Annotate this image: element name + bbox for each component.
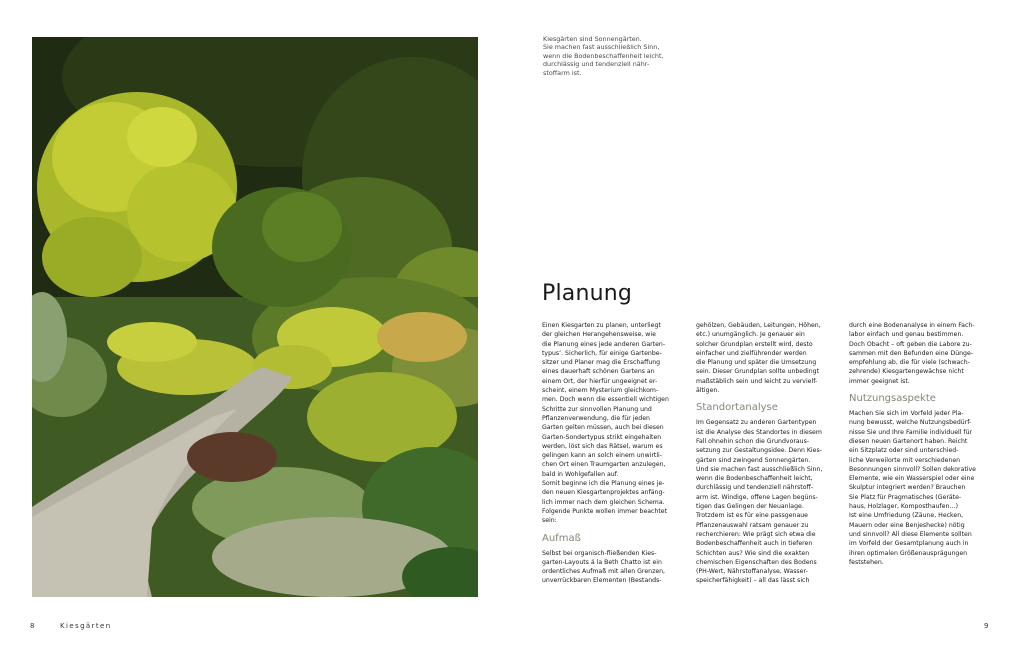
body-line: Folgende Punkte wollen immer beachtet (542, 507, 668, 515)
body-line: gehölzen, Gebäuden, Leitungen, Höhen, (696, 322, 821, 329)
body-line: Besonnungen sinnvoll? Sollen dekorative (849, 465, 976, 473)
body-line: Pflanzenauswahl ratsam genauer zu (696, 521, 809, 529)
body-line: liche Verweilorte mit verschiedenen (849, 456, 961, 464)
body-line: speicherfähigkeit) – all das lässt sich (696, 577, 810, 585)
text-column-3 (849, 321, 992, 567)
text-column-2 (696, 321, 839, 586)
body-line: etc.) unumgänglich. Je genauer ein (696, 331, 805, 339)
body-line: Doch Obacht – oft geben die Labore zu- (849, 340, 972, 348)
caption-line: Sie machen fast ausschließlich Sinn, (543, 43, 660, 52)
body-line: labor einfach und genau bestimmen. (849, 331, 964, 339)
body-line: und sinnvoll? All diese Elemente sollten (849, 530, 972, 538)
body-line: Mauern oder eine Benjeshecke) nötig (849, 521, 965, 529)
body-line: (PH-Wert, Nährstoffanalyse, Wasser- (696, 568, 808, 576)
garden-photo (32, 37, 478, 597)
body-line: Und sie machen fast ausschließlich Sinn, (696, 465, 823, 473)
body-line: nung bewusst, welche Nutzungsbedürf- (849, 419, 972, 427)
body-line: lich immer nach dem gleichen Schema. (542, 498, 665, 506)
body-line: immer geeignet ist. (849, 377, 910, 385)
body-line: sitzer und Planer mag die Erschaffung (542, 359, 661, 367)
body-line: Trotzdem ist es für eine passgenaue (696, 512, 808, 520)
body-line: sammen mit den Befunden eine Dünge- (849, 349, 974, 357)
body-line: im Vorfeld der Gesamtplanung auch in (849, 540, 969, 548)
caption-line: stoffarm ist. (543, 68, 582, 77)
body-line: empfehlung ab, die für viele (schwach- (849, 359, 970, 367)
running-title: Kiesgärten (60, 622, 112, 630)
body-line: einem Ort, der hierfür ungeeignet er- (542, 377, 658, 385)
subheading-nutzungsaspekte: Nutzungsaspekte (849, 393, 936, 405)
body-line: nisse Sie und Ihre Familie individuell für (849, 428, 973, 436)
caption-line: wenn die Bodenbeschaffenheit leicht, (543, 51, 664, 60)
body-line: einfacher und zielführender werden (696, 349, 807, 357)
section-heading: Planung (542, 281, 633, 306)
body-line: durch eine Bodenanalyse in einem Fach- (849, 322, 975, 329)
body-line: Im Gegensatz zu anderen Gartentypen (696, 419, 817, 427)
body-line: Somit beginne ich die Planung eines je- (542, 480, 665, 488)
body-line: men. Doch wenn die essentiell wichtigen (542, 396, 669, 404)
body-line: die Planung und später die Umsetzung (696, 359, 817, 367)
text-column-1 (542, 321, 685, 586)
body-line: chemischen Eigenschaften des Bodens (696, 558, 817, 566)
subheading-standortanalyse: Standortanalyse (696, 402, 778, 414)
body-line: Fall ohnehin schon die Grundvoraus- (696, 437, 810, 445)
body-line: typus‘. Sicherlich, für einige Gartenbe- (542, 349, 662, 357)
body-line: diesen neuen Gartenort haben. Reicht (849, 437, 968, 445)
body-line: arm ist. Windige, offene Lagen begüns- (696, 493, 818, 501)
photo-caption (543, 35, 713, 77)
body-line: bald in Wohlgefallen auf. (542, 470, 619, 478)
body-line: ältigen. (696, 387, 720, 395)
body-line: garten-Layouts á la Beth Chatto ist ein (542, 558, 662, 566)
body-line: Garten-Sondertypus strikt eingehalten (542, 433, 662, 441)
body-line: Pflanzenverwendung, die für jeden (542, 414, 650, 422)
page-number-left: 8 (30, 622, 36, 630)
body-line: solcher Grundplan erstellt wird, desto (696, 340, 813, 348)
body-line: den neuen Kiesgartenprojektes anfäng- (542, 489, 665, 497)
body-line: Bodenbeschaffenheit auch in tieferen (696, 540, 813, 548)
body-line: scheint, einem Mysterium gleichkom- (542, 387, 659, 395)
body-line: feststehen. (849, 558, 884, 566)
body-line: ihren optimalen Größenausprägungen (849, 549, 968, 557)
body-line: Garten gelten müssen, auch bei diesen (542, 424, 664, 432)
page-number-right: 9 (984, 622, 990, 630)
body-line: Elemente, wie ein Wasserspiel oder eine (849, 475, 975, 483)
body-line: tigen das Gelingen der Neuanlage. (696, 503, 804, 511)
body-line: haus, Holzlager, Komposthaufen…) (849, 503, 958, 511)
body-line: die Planung eines jede anderen Garten- (542, 340, 666, 348)
caption-line: Kiesgärten sind Sonnengärten. (543, 35, 642, 43)
body-line: sein: (542, 517, 557, 525)
body-line: Einen Kiesgarten zu planen, unterliegt (542, 322, 661, 329)
body-line: unverrückbaren Elementen (Bestands- (542, 577, 662, 585)
body-line: Ist eine Umfriedung (Zäune, Hecken, (849, 512, 964, 520)
body-line: chen Ort einen Traumgarten anzulegen, (542, 461, 666, 469)
body-line: Schritte zur sinnvollen Planung und (542, 405, 652, 413)
body-line: recherchieren: Wie prägt sich etwa die (696, 530, 816, 538)
subheading-aufmass: Aufmaß (542, 532, 581, 544)
caption-line: durchlässig und tendenziell nähr- (543, 60, 650, 69)
body-line: Selbst bei organisch-fließenden Kies- (542, 549, 657, 557)
body-line: setzung zur Gestaltungsidee. Denn Kies- (696, 447, 822, 455)
body-line: eines dauerhaft schönen Gartens an (542, 368, 655, 376)
body-line: Skulptur integriert werden? Brauchen (849, 484, 966, 492)
body-line: gärten sind zwingend Sonnengärten. (696, 456, 811, 464)
body-line: ist die Analyse des Standortes in diesem (696, 428, 822, 436)
body-line: ein Sitzplatz oder sind unterschied- (849, 447, 959, 455)
body-line: Schichten aus? Wie sind die exakten (696, 549, 810, 557)
body-line: zehrende) Kiesgartengewächse nicht (849, 368, 964, 376)
body-line: maßstäblich sein und leicht zu vervielf- (696, 377, 818, 385)
body-line: durchlässig und tendenziell nährstoff- (696, 484, 813, 492)
body-line: der gleichen Herangehensweise, wie (542, 331, 656, 339)
body-line: gelingen kann an solch einem unwirtli- (542, 452, 663, 460)
body-line: wenn die Bodenbeschaffenheit leicht, (696, 475, 813, 483)
body-line: Machen Sie sich im Vorfeld jeder Pla- (849, 410, 964, 418)
body-line: Sie Platz für Pragmatisches (Geräte- (849, 493, 962, 501)
body-line: sein. Dieser Grundplan sollte unbedingt (696, 368, 820, 376)
body-line: werden, löst sich das Rätsel, warum es (542, 442, 663, 450)
body-line: ordentliches Aufmaß mit allen Grenzen, (542, 568, 666, 576)
